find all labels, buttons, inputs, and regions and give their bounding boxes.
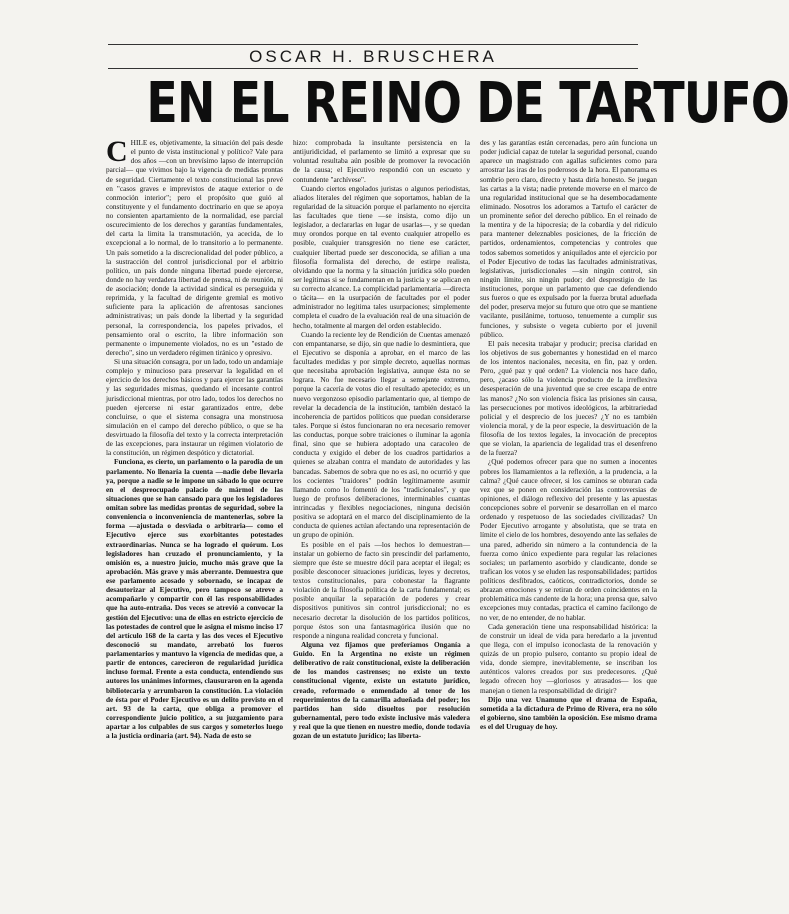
header-rule-top	[108, 44, 638, 45]
paragraph: Cuando ciertos engolados juristas o algunos periodistas, aliados literales del régimen que soportamos, hablan de la regularidad de la situación porque el parlamento no ejercita las facultades que tiene —se insista, como dijo un legislador, a declararlas en lugar de usarlas—, y se quedan muy orondos porque en tal evento cualquier atropello es posible, cualquier transgresión no tiene ese carácter, cualquier libertad puede ser desconocida, se afilian a una filosofía formalista del derecho, de estirpe realista, olvidando que la norma y la situación jurídica sólo pueden ser legítimas si se fundamentan en la justicia y se aplican en su correcto alcance. La complicidad parlamentaria —directa o tácita— en la usurpación de facultades por el poder administrador no legitima tales usurpaciones; simplemente completa el cuadro de la evaluación real de una situación de hecho, totalmente al margen del orden establecido.	[293, 183, 470, 330]
article-body	[106, 135, 658, 908]
paragraph: Dijo una vez Unamuno que el drama de España, sometida a la dictadura de Primo de Rivera, era no sólo el gobierno, sino también la oposición. Ese mismo drama es el del Uruguay de hoy.	[480, 694, 657, 731]
column-3	[480, 138, 657, 908]
paragraph: des y las garantías están cercenadas, pero aún funciona un poder judicial capaz de tutelar la seguridad personal, cuando aparece un magistrado con agallas suficientes como para arrostrar las iras de los poderosos de la hora. El panorama es sombrío pero claro, directo y hasta diría honesto. Se juegan las cartas a la vista; nadie pretende moverse en el marco de una regularidad institucional que se ha desembocadamente eliminado. Nosotros los adoramos a Tartufo el carácter de un prominente señor del derecho público. En el reinado de la mentira y de la hipocresía; de la cobardía y del ridículo para mantener deleznables posiciones, de la fricción de partidos, ordenamientos, competencias y controles que todos sabemos sometidos y aniquilados ante el ejercicio por el Poder Ejecutivo de todas las facultades administrativas, legislativas, jurisdiccionales —sin ningún control, sin ningún límite, sin ningún pudor; del desprestigio de las instituciones, porque un parlamento que cae defendiendo sus fueros o que es expulsado por la fuerza brutal adueñada del poder, preserva mejor su futuro que otro que se mantiene vacilante, pusilánime, tortuoso, tenuemente a cumplir sus funciones, y subsiste o vegeta cubierto por el juvenil público.	[480, 138, 658, 339]
author-byline: OSCAR H. BRUSCHERA	[249, 47, 497, 66]
column-2	[293, 138, 470, 908]
paragraph: Si una situación consagra, por un lado, todo un andamiaje complejo y minucioso para preservar la legalidad en el ejercicio de los derechos básicos y para ejercer las garantías y las seguridades mismas, quedando el incesante control jurisdiccional mientras, por otro lado, todos los derechos no pueden ejercerse ni estar garantizados entre, debe concluirse, o que el sistema consagra una monstruosa simulación en el campo del derecho público, o que se ha desvirtuado la filosofía del texto y la correcta interpretación de las excepciones, para instaurar un régimen violatorio de la constitución, un régimen despótico y dictatorial.	[106, 357, 283, 458]
paragraph: hizo: comprobada la insultante persistencia en la antijuridicidad, el parlamento se limitó a expresar que su voluntad resultaba aún posible de promover la revocación de la causa; el Ejecutivo respondió con un escueto y contundente "archívese".	[293, 138, 470, 184]
paragraph: CHILE es, objetivamente, la situación del país desde el punto de vista institucional y político? Vale para dos años —con un brevísimo lapso de interrupción parcial— que vivimos bajo la vigencia de medidas prontas de seguridad. Ciertamente el texto constitucional las prevé en "casos graves e imprevistos de ataque exterior o de conmoción interior"; pero el propósito que guió al constituyente y el fundamento doctrinario en que se apoya no consienten apartamiento de la normalidad, ese parcial oscurecimiento de los derechos y garantías fundamentales, del carta la limita la transmutación, ya acecida, de lo excepcional a lo normal, de lo transitorio a lo permanente. Un país sometido a la discrecionalidad del poder público, a la sustracción del control jurisdiccional por el arbitrio político, un país donde ninguna libertad puede ejercerse, donde no hay verdadera libertad de prensa, ni de reunión, ni de asociación; donde la actividad sindical es perseguida y reprimida, y la facultad de dirigente gremial es motivo suficiente para la aplicación de afrentosas sanciones administrativas; un país donde la libertad y la seguridad personal, la correspondencia, los papeles privados, el pensamiento oral o escrito, la libre información son permanente o impunemente violados, no es un "estado de derecho", sino un verdadero régimen tiránico y opresivo.	[106, 135, 283, 357]
header-rule-bottom	[108, 68, 638, 69]
paragraph: Cada generación tiene una responsabilidad histórica: la de construir un ideal de vida para heredarlo a la juventud que llega, con el impulso iconoclasta de la renovación y quizás de un propio pulsero, contanto su propio ideal de vida, donde siempre, inevitablemente, se inscriban los auténticos valores creados por sus predecesores. ¿Qué legado ofrecen hoy —gloriosos y atrasados— los que manejan o tienen la responsabilidad de dirigir?	[480, 621, 657, 695]
paragraph: Cuando la reciente ley de Rendición de Cuentas amenazó con empantanarse, se dijo, sin que nadie lo desmintiera, que el Ejecutivo se disponía a aprobar, en el marco de las facultades medidas y por simple decreto, aquellas normas que necesitaba aprobación legislativa, aunque ésta no se lograra. No fue necesario llegar a semejante extremo, porque la cacería de votos dio el resultado apetecido; es un nuevo vergonzoso episodio parlamentario que, al tiempo de revelar la decadencia de la institución, también destacó la incoherencia de partidos políticos que puedan considerarse tales. Porque si éstos funcionaran no era necesario remover las conductas, porque sobre traiciones o iluminar la agonía final, sino que se hubiera adoptado una caracoleo de conducta y exigido el deber de los cuadros partidarios a quienes se alzaban contra el mandato de autoridades y las bancadas. Sabemos de sobra que no es así, no ocurrió y que los cocientes "traidores" podrán legítimamente asumir llamando como lo fomentó de los "tradicionales", y que luego de profusos deliberaciones, interminables cuantas intrincadas y flexibles negociaciones, ninguna decisión positiva se adoptará en el marco del disciplinamiento de la conducta de quienes actúan afectando una representación de un grupo de opinión.	[293, 329, 470, 540]
paragraph: El país necesita trabajar y producir; precisa claridad en los objetivos de sus gobernantes y honestidad en el marco de los intentos nacionales, necesita, en fin, paz y orden. Pero, ¿qué paz y qué orden? La violencia nos hace daño, pero, ¿acaso sólo la violencia producto de la irreflexiva desesperación de una juventud que se cree escapa de entre las manos? ¿No son violencia física las prisiones sin causa, las persecuciones por motivos ideológicos, la arbitrariedad policial y el desprecio de los jueces? ¿Y no es también violencia moral, y de la peor especie, la desvirtuación de la filosofía de los textos legales, la invocación de preceptos que se violan, la apariencia de legalidad tras el desenfreno de la fuerza?	[480, 338, 657, 458]
paragraph: ¿Qué podemos ofrecer para que no sumen a inocentes pobres los llamamientos a la reflexión, a la prudencia, a la calma? ¿Qué cauce ofrecer, si los caminos se obturan cada vez que se ponen en consideración las controversias de opiniones, el diálogo reflexivo del presente y las apuestas concepciones sobre el porvenir se desarrollan en el marco ordenado y respetuoso de las sociedades civilizadas? Un Poder Ejecutivo arrogante y absolutista, que se trata en límite el cielo de los hombres, desoyendo ante las señales de una pared, adherido sin número a la contundencia de la fuerza como único expediente para regular las relaciones sociales; un parlamento asorbido y claudicante, donde se trafican los votos y se eluden las responsabilidades; partidos políticos desfibrados, caóticos, contradictorios, donde se abrazan emociones y se retiran de orden coincidentes en la problemática más candente de la hora; una prensa que, salvo excepciones muy contadas, practica el camino facilongo de no ver, de no entender, de no hablar.	[480, 457, 657, 622]
article-title: EN EL REINO DE TARTUFO	[146, 71, 789, 136]
paragraph: Es posible en el país —los hechos lo demuestran— instalar un gobierno de facto sin prescindir del parlamento, siempre que éste se muestre dócil para aceptar el ilegal; es posible desconocer situaciones jurídicas, leyes y decretos, textos constitucionales, para cobonestar la flagrante violación de la filosofía política de la carta fundamental; es posible anquilar la separación de poderes y crear dispositivos punitivos sin control jurisdiccional; no es necesario decretar la disolución de los partidos políticos, porque éstos son una fantasmagórica ilusión que no responde a ninguna realidad concreta y funcional.	[293, 539, 470, 640]
drop-cap: C	[106, 135, 128, 168]
paragraph: Funciona, es cierto, un parlamento o la parodia de un parlamento. No llenaría la cuenta —nadie debe llevarla ya, porque a nadie se le impone un sábado lo que ocurre en el despreocupado palacio de mármol de las situaciones que se han cansado para que los legisladores omitan sobre las medidas prontas de seguridad, sobre la conveniencia o inconveniencia de mantenerlas, sobre la forma —ajustada o desviada o arbitraria— como el Ejecutivo ejerce sus exorbitantes potestades extraordinarias. Nunca se ha logrado el quórum. Los legisladores han cruzado el pronunciamiento, y la omisión es, a nuestro juicio, mucho más grave que la aprobación. Más grave y más aberrante. Demuestra que ese parlamento acosado y sobornado, se incapaz de desautorizar al Ejecutivo, pero tampoco se atreve a acompañarlo y compartir con él las responsabilidades que ha auto-entraña. Dos veces se atrevió a convocar la gestión del Ejecutivo: una de ellas en estricto ejercicio de las potestades de control que le asigna el mismo inciso 17 del artículo 168 de la carta y las dos veces el Ejecutivo desconoció su mandato, arrebató los fueros parlamentarios y mantuvo la vigencia de medidas que, a partir de entonces, carecieron de regularidad jurídica incluso formal. Frente a esta conducta, entendiendo sus autores los unánimes informes, clausuraron en la agenda bibliotecaria y arrumbaron la constitución. La violación de ésta por el Poder Ejecutivo es un delito previsto en el art. 93 de la carta, que obliga a promover el correspondiente juicio político, a su juzgamiento para apartar a los culpables de sus cargos y someterlos luego a la justicia ordinaria (art. 94). Nada de esto se	[106, 457, 283, 741]
paragraph: Alguna vez fijamos que preferíamos Onganía a Guido. En la Argentina no existe un régimen deliberativo de raíz constitucional, existe la deliberación de los mandos castrenses; no existe un texto constitucional vigente, existe un estatuto jurídico, creado, reformado o enmendado al tenor de los requerimientos de la camarilla adueñada del poder; los partidos han sido disueltos por resolución gubernamental, pero todo existe inclusive más valedera y real que la que tienen en nuestro medio, donde todavía gozan de un estatuto jurídico; las liberta-	[293, 639, 470, 741]
column-1	[106, 135, 283, 908]
